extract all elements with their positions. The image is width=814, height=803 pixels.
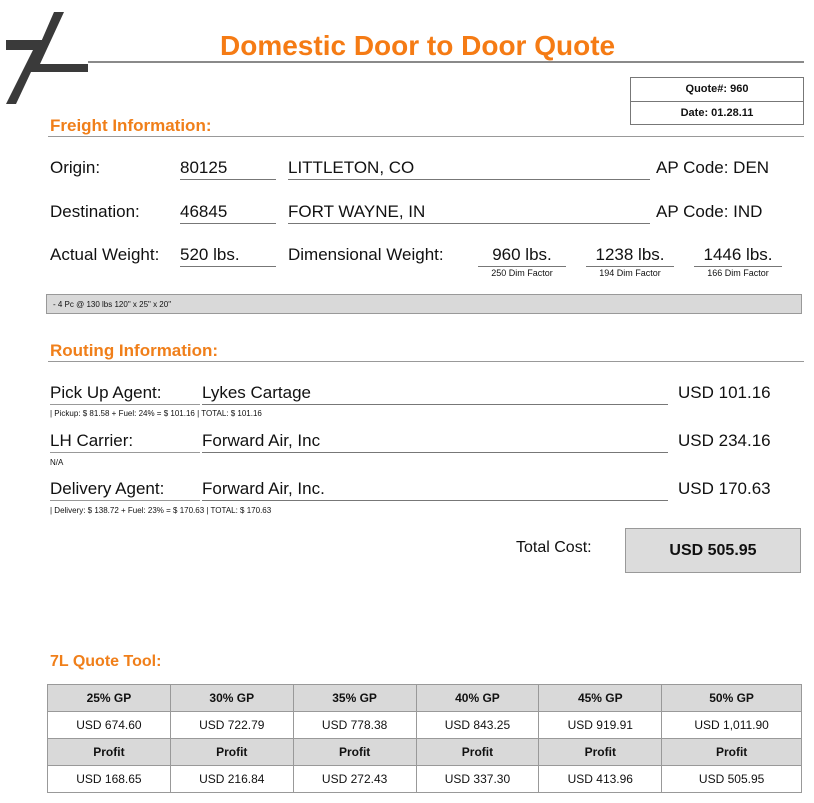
page-title: Domestic Door to Door Quote: [220, 30, 616, 61]
delivery-cost: USD 170.63: [678, 479, 771, 498]
destination-zip: 46845: [180, 202, 276, 224]
lh-carrier-name: Forward Air, Inc: [202, 431, 668, 453]
destination-label: Destination:: [50, 202, 140, 221]
gp-value-50: USD 1,011.90: [662, 712, 802, 739]
profit-header-25: Profit: [48, 739, 171, 766]
lh-carrier-note: N/A: [50, 458, 64, 467]
delivery-label-underline: [50, 500, 200, 501]
profit-header-50: Profit: [662, 739, 802, 766]
company-logo: [6, 12, 88, 104]
delivery-label: Delivery Agent:: [50, 479, 165, 498]
actual-weight-label: Actual Weight:: [50, 245, 160, 264]
profit-value-35: USD 272.43: [293, 766, 416, 793]
profit-header-40: Profit: [416, 739, 539, 766]
profit-value-row: [48, 766, 802, 793]
profit-value-25: USD 168.65: [48, 766, 171, 793]
gp-value-35: USD 778.38: [293, 712, 416, 739]
pickup-label-underline: [50, 404, 200, 405]
dim-weight-194: 1238 lbs.: [586, 245, 674, 267]
dim-factor-250: 250 Dim Factor: [491, 268, 553, 278]
gp-value-30: USD 722.79: [170, 712, 293, 739]
gp-value-row: [48, 712, 802, 739]
freight-section-title: Freight Information:: [50, 116, 212, 135]
pickup-agent-name: Lykes Cartage: [202, 383, 668, 405]
total-cost-value: USD 505.95: [625, 528, 801, 573]
gp-header-40: 40% GP: [416, 685, 539, 712]
gp-value-45: USD 919.91: [539, 712, 662, 739]
gp-header-50: 50% GP: [662, 685, 802, 712]
origin-city: LITTLETON, CO: [288, 158, 650, 180]
lh-carrier-label: LH Carrier:: [50, 431, 134, 450]
profit-header-45: Profit: [539, 739, 662, 766]
profit-header-30: Profit: [170, 739, 293, 766]
quote-info-box: [630, 77, 804, 125]
gp-header-45: 45% GP: [539, 685, 662, 712]
quote-number: Quote#: 960: [685, 83, 749, 95]
delivery-agent-name: Forward Air, Inc.: [202, 479, 668, 501]
origin-zip: 80125: [180, 158, 276, 180]
dim-weight-250: 960 lbs.: [478, 245, 566, 267]
gp-value-25: USD 674.60: [48, 712, 171, 739]
quote-date: Date: 01.28.11: [631, 101, 803, 125]
origin-label: Origin:: [50, 158, 101, 177]
pickup-label: Pick Up Agent:: [50, 383, 162, 402]
lh-carrier-cost: USD 234.16: [678, 431, 771, 450]
profit-value-30: USD 216.84: [170, 766, 293, 793]
pickup-note: | Pickup: $ 81.58 + Fuel: 24% = $ 101.16 | TOTAL: $ 101.16: [50, 409, 262, 418]
logo-7l-icon: [6, 12, 88, 104]
profit-value-45: USD 413.96: [539, 766, 662, 793]
gp-header-row: [48, 685, 802, 712]
origin-ap-code: AP Code: DEN: [656, 158, 770, 177]
lh-carrier-label-underline: [50, 452, 200, 453]
gp-value-40: USD 843.25: [416, 712, 539, 739]
freight-divider: [48, 136, 804, 137]
destination-city: FORT WAYNE, IN: [288, 202, 650, 224]
gp-header-25: 25% GP: [48, 685, 171, 712]
quote-tool-title: 7L Quote Tool:: [50, 653, 162, 670]
routing-section-title: Routing Information:: [50, 341, 219, 360]
delivery-note: | Delivery: $ 138.72 + Fuel: 23% = $ 170.63 | TOTAL: $ 170.63: [50, 506, 272, 515]
routing-divider: [48, 361, 804, 362]
quote-tool-table: [47, 684, 802, 793]
gp-header-30: 30% GP: [170, 685, 293, 712]
profit-header-35: Profit: [293, 739, 416, 766]
dim-factor-194: 194 Dim Factor: [599, 268, 661, 278]
dim-weight-166: 1446 lbs.: [694, 245, 782, 267]
destination-ap-code: AP Code: IND: [656, 202, 763, 221]
piece-note: - 4 Pc @ 130 lbs 120" x 25" x 20": [46, 294, 802, 314]
gp-header-35: 35% GP: [293, 685, 416, 712]
pickup-cost: USD 101.16: [678, 383, 771, 402]
total-cost-label: Total Cost:: [516, 539, 592, 556]
profit-value-40: USD 337.30: [416, 766, 539, 793]
profit-header-row: [48, 739, 802, 766]
dim-weight-label: Dimensional Weight:: [288, 245, 444, 264]
actual-weight-value: 520 lbs.: [180, 245, 276, 267]
title-divider: [88, 61, 804, 63]
dim-factor-166: 166 Dim Factor: [707, 268, 769, 278]
profit-value-50: USD 505.95: [662, 766, 802, 793]
